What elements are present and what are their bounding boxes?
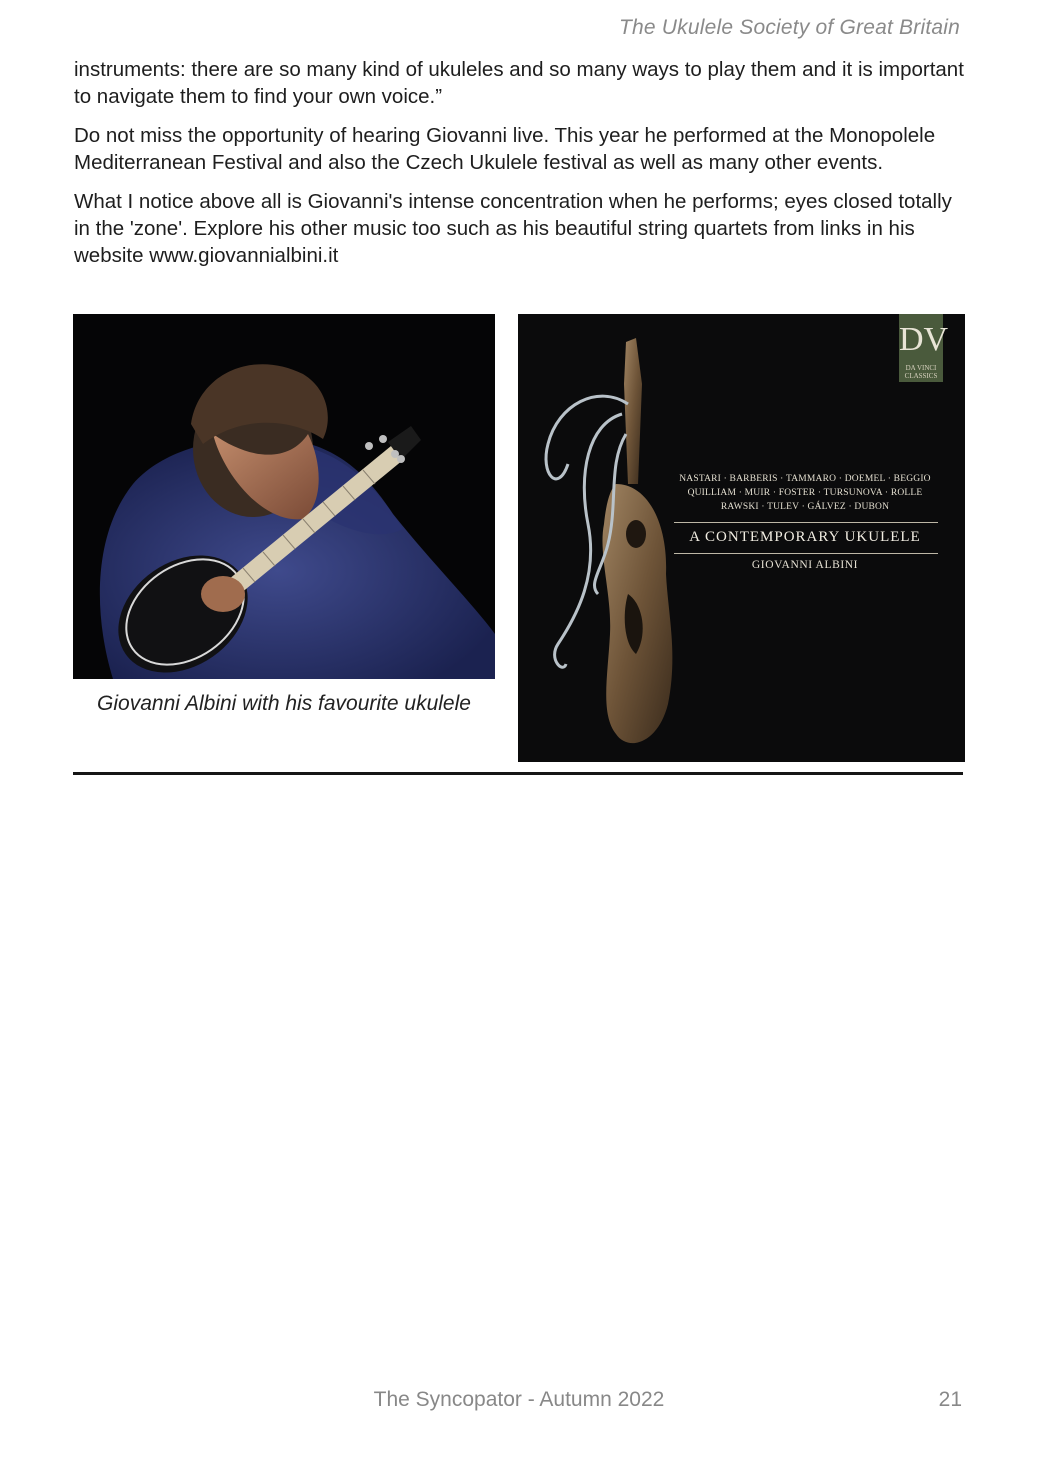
composers-line: NASTARI · BARBERIS · TAMMARO · DOEMEL · BEGGIO [679, 474, 931, 484]
page-number: 21 [938, 1388, 962, 1411]
label-logo [899, 314, 949, 382]
section-divider [73, 772, 963, 775]
album-artist: GIOVANNI ALBINI [751, 559, 859, 571]
album-divider [674, 553, 938, 554]
article-paragraph: instruments: there are so many kind of ukuleles and so many ways to play them and it is important to navigate them to find your own voice.” [74, 58, 964, 108]
photo-caption: Giovanni Albini with his favourite ukulele [97, 692, 471, 715]
running-header: The Ukulele Society of Great Britain [618, 16, 960, 39]
label-name: DA VINCI CLASSICS [904, 364, 938, 380]
album-divider [674, 522, 938, 523]
footer-publication: The Syncopator - Autumn 2022 [373, 1388, 665, 1411]
article-body [74, 56, 966, 281]
composer-list [670, 472, 940, 514]
article-paragraph: What I notice above all is Giovanni's intense concentration when he performs; eyes closed totally in the 'zone'. Explore his other music too such as his beautiful string quartets from links in his website www.giovannialbini.it [74, 190, 952, 267]
album-cover [518, 314, 965, 762]
composers-line: QUILLIAM · MUIR · FOSTER · TURSUNOVA · ROLLE [687, 488, 923, 498]
performer-illustration [73, 314, 495, 679]
label-mark: DV [899, 321, 949, 358]
article-paragraph: Do not miss the opportunity of hearing Giovanni live. This year he performed at the Monopolele Mediterranean Festival and also the Czech Ukulele festival as well as many other events. [74, 124, 936, 174]
performer-photo [73, 314, 495, 679]
album-title: A CONTEMPORARY UKULELE [689, 529, 921, 545]
composers-line: RAWSKI · TULEV · GÁLVEZ · DUBON [720, 502, 890, 512]
